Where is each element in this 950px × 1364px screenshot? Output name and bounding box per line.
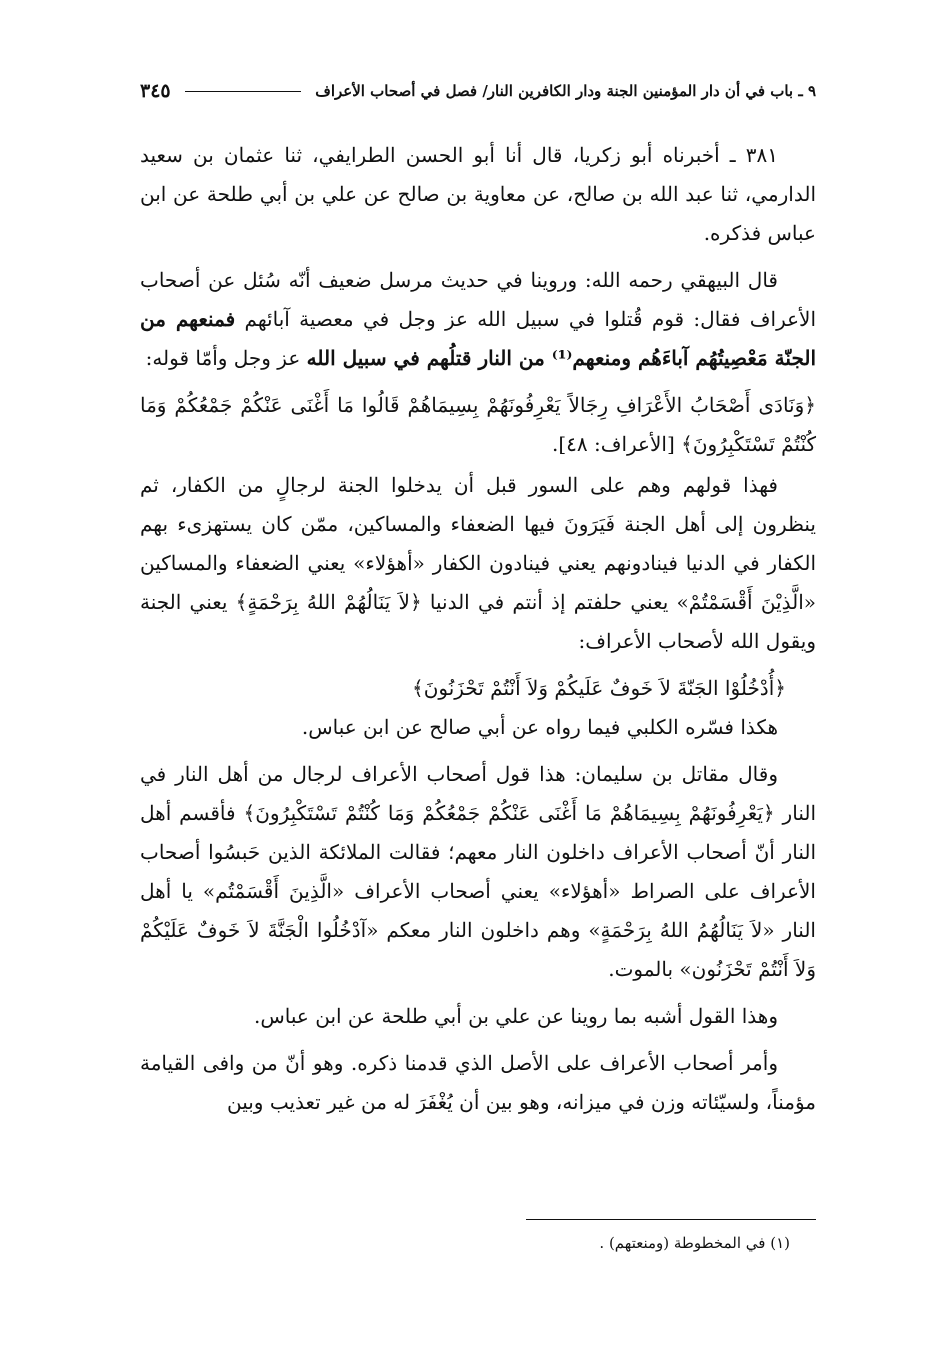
quran-verse-enter-paradise: ﴿أُدْخُلُوْا الجَنّةَ لاَ خَوفٌ عَلَيكُمْ وَلاَ أَنْتُمْ تَحْزَنُونَ﴾ [411,676,786,700]
paragraph-explanation: فهذا قولهم وهم على السور قبل أن يدخلوا الجنة لرجالٍ من الكفار، ثم ينظرون إلى أهل الجنة فَيَرَونَ فيها الضعفاء والمساكين، ممّن كان يستهزىء بهم الكفار في الدنيا فينادونهم يعني فينادون الكفار «أهؤلاء» يعني الضعفاء والمساكين «الَّذِيْنَ أَقْسَمْتُمْ» يعني حلفتم إذ أنتم في الدنيا ﴿لاَ يَنَالُهُمْ اللهُ بِرَحْمَةٍ﴾ يعني الجنة ويقول الله لأصحاب الأعراف: [140,473,816,653]
paragraph-bayhaqi-bold: فمنعهم من الجنّة مَعْصِيتُهُم آباءَهُم ومنعهم⁽¹⁾ من النار قتلُهم في سبيل الله [140,307,816,370]
paragraph-muqatil: وقال مقاتل بن سليمان: هذا قول أصحاب الأعراف لرجال من أهل النار في النار ﴿يَعْرِفُونَهُمْ بِسِيمَاهُمْ مَا أَغْنَى عَنْكُمْ جَمْعُكُمْ وَمَا كُنْتُمْ تَسْتَكْبِرُونَ﴾ فأقسم أهل النار أنّ أصحاب الأعراف داخلون النار معهم؛ فقالت الملائكة الذين حَبسُوا أصحاب الأعراف على الصراط «أهؤلاء» يعني أصحاب الأعراف «الَّذِينَ أَقْسَمْتُم» يا أهل النار «لاَ يَنَالُهُمُ اللهُ بِرَحْمَةٍ» وهم داخلون النار معكم «آدْخُلُوا الْجَنَّةَ لاَ خَوفٌ عَلَيْكُمْ وَلاَ أَنْتُمْ تَحْزَنُون» بالموت. [140,762,817,981]
paragraph-bayhaqi-part1: قال البيهقي رحمه الله: وروينا في حديث مرسل ضعيف أنّه سُئل عن أصحاب الأعراف فقال: قوم قُتلوا في سبيل الله عز وجل في معصية آبائهم [140,268,816,331]
page-body [140,136,816,1130]
paragraph-kalbi: هكذا فسّره الكلبي فيما رواه عن أبي صالح عن ابن عباس. [301,715,778,739]
paragraph-bayhaqi [140,261,816,378]
paragraph-araf-matter: وأمر أصحاب الأعراف على الأصل الذي قدمنا ذكره. وهو أنّ من وافى القيامة مؤمناً، ولسيّئاته وزن في ميزانه، وهو بين أن يُغْفَرَ له من غير تعذيب وبين [140,1051,816,1114]
quran-verse-araf-48: ﴿وَنَادَى أَصْحَابُ الأَعْرَافِ رِجَالاً يَعْرِفُونَهُمْ بِسِيمَاهُمْ قَالُوا مَا أَغْنَى عَنْكُمْ جَمْعُكُمْ وَمَا كُنْتُمْ تَسْتَكْبِرُونَ﴾ [الأعراف: ٤٨]. [140,393,816,456]
footnote-rule [526,1219,816,1220]
paragraph-hadith-381: ٣٨١ ـ أخبرناه أبو زكريا، قال أنا أبو الحسن الطرايفي، ثنا عثمان بن سعيد الدارمي، ثنا عبد الله بن صالح، عن معاوية بن صالح عن علي بن أبي طلحة عن ابن عباس فذكره. [140,143,816,245]
running-title: ٩ ـ باب في أن دار المؤمنين الجنة ودار الكافرين النار/ فصل في أصحاب الأعراف [315,82,816,100]
paragraph-conclusion: وهذا القول أشبه بما روينا عن علي بن أبي طلحة عن ابن عباس. [254,1004,778,1028]
footnote: (١) في المخطوطة (ومنعتهم) . [599,1234,790,1252]
paragraph-bayhaqi-part3: عز وجل وأمّا قوله: [145,346,301,370]
header-rule [185,91,302,92]
page-number: ٣٤٥ [140,80,171,102]
page-header [140,76,816,106]
